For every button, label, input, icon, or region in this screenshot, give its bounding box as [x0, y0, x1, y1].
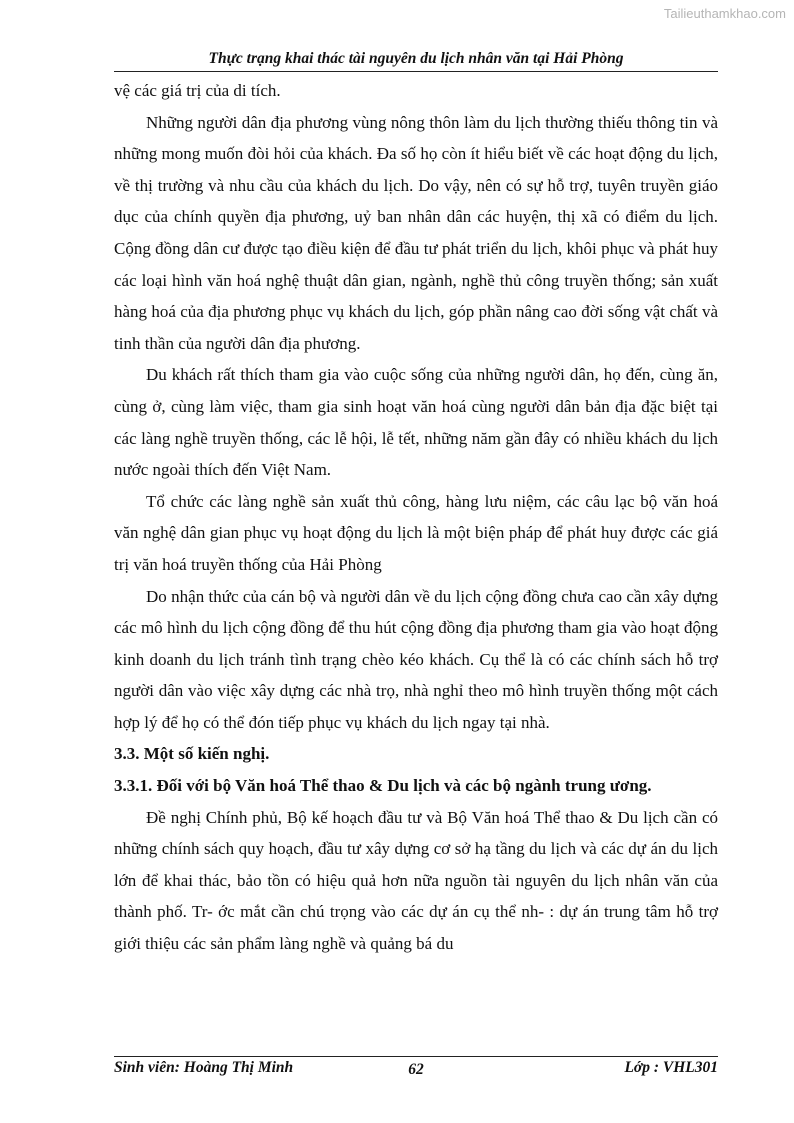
watermark-text: Tailieuthamkhao.com	[663, 6, 786, 21]
footer-divider	[114, 1056, 718, 1057]
paragraph-tourist-participation: Du khách rất thích tham gia vào cuộc sống của những người dân, họ đến, cùng ăn, cùng ở, cùng làm việc, tham gia sinh hoạt văn hoá cùng người dân bản địa đặc biệt tại các làng nghề truyền thống, các lễ hội, lễ tết, những năm gần đây có nhiều khách du lịch nước ngoài thích đến Việt Nam.	[114, 365, 718, 480]
footer-page-number: 62	[408, 1061, 424, 1078]
footer-student-name: Sinh viên: Hoàng Thị Minh	[114, 1059, 294, 1076]
footer-class: Lớp : VHL301	[624, 1059, 718, 1076]
document-body	[114, 75, 718, 960]
header-divider	[114, 71, 718, 72]
paragraph-local-residents: Những người dân địa phương vùng nông thôn làm du lịch thường thiếu thông tin và những mong muốn đòi hỏi của khách. Đa số họ còn ít hiểu biết về các hoạt động du lịch, về thị trường và nhu cầu của khách du lịch. Do vậy, nên có sự hỗ trợ, tuyên truyền giáo dục của chính quyền địa phương, uỷ ban nhân dân các huyện, thị xã có điểm du lịch. Cộng đồng dân cư được tạo điều kiện để đầu tư phát triển du lịch, khôi phục và phát huy các loại hình văn hoá nghệ thuật dân gian, ngành, nghề thủ công truyền thống; sản xuất hàng hoá của địa phương phục vụ khách du lịch, góp phần nâng cao đời sống vật chất và tinh thần của người dân địa phương.	[114, 112, 718, 353]
subsection-heading: 3.3.1. Đối với bộ Văn hoá Thể thao & Du lịch và các bộ ngành trung ương.	[114, 776, 652, 796]
section-heading: 3.3. Một số kiến nghị.	[114, 744, 270, 764]
paragraph-craft-villages: Tổ chức các làng nghề sản xuất thủ công, hàng lưu niệm, các câu lạc bộ văn hoá văn nghệ dân gian phục vụ hoạt động du lịch là một biện pháp để phát huy được các giá trị văn hoá truyền thống của Hải Phòng	[114, 491, 718, 574]
running-header-title: Thực trạng khai thác tài nguyên du lịch nhân văn tại Hải Phòng	[208, 50, 624, 67]
paragraph-government-proposal: Đề nghị Chính phủ, Bộ kế hoạch đầu tư và Bộ Văn hoá Thể thao & Du lịch cần có những chính sách quy hoạch, đầu tư xây dựng cơ sở hạ tầng du lịch và các dự án du lịch lớn để khai thác, bảo tồn có hiệu quả hơn nữa nguồn tài nguyên du lịch nhân văn của thành phố. Tr- ớc mắt cần chú trọng vào các dự án cụ thể nh- : dự án trung tâm hỗ trợ giới thiệu các sản phẩm làng nghề và quảng bá du	[114, 807, 718, 954]
paragraph-continuation: vệ các giá trị của di tích.	[114, 81, 281, 100]
paragraph-community-tourism: Do nhận thức của cán bộ và người dân về du lịch cộng đồng chưa cao cần xây dựng các mô hình du lịch cộng đồng để thu hút cộng đồng địa phương tham gia vào hoạt động kinh doanh du lịch tránh tình trạng chèo kéo khách. Cụ thể là có các chính sách hỗ trợ người dân vào việc xây dựng các nhà trọ, nhà nghỉ theo mô hình truyền thống một cách hợp lý để họ có thể đón tiếp phục vụ khách du lịch ngay tại nhà.	[114, 586, 718, 732]
